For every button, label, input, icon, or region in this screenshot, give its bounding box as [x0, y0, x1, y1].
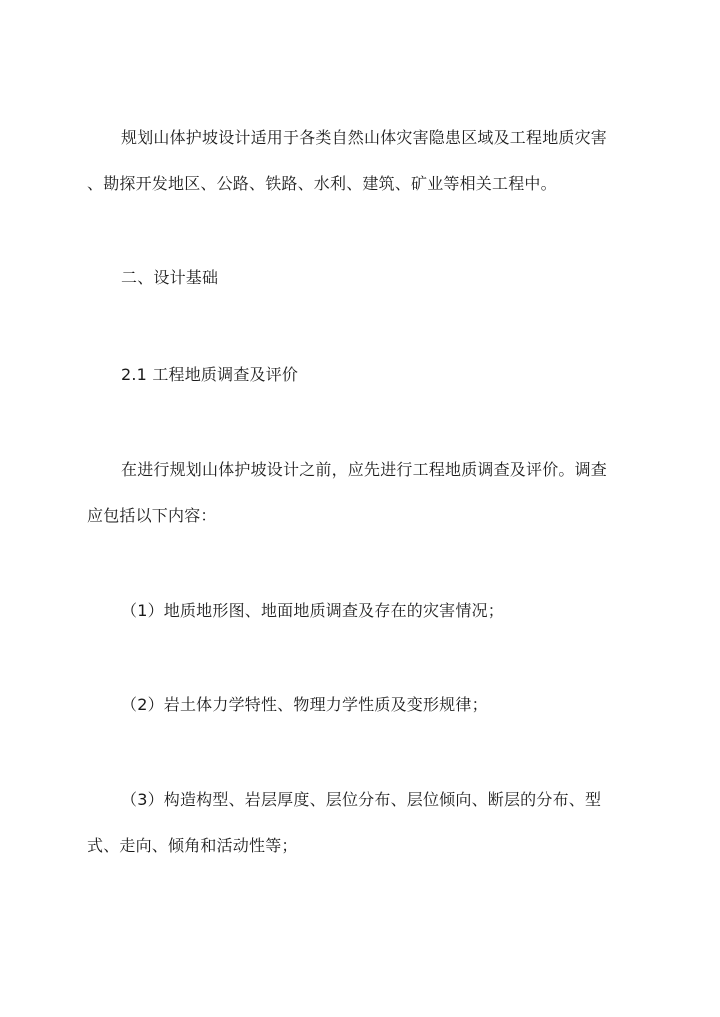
- paragraph-scope-line-2: 、勘探开发地区、公路、铁路、水利、建筑、矿业等相关工程中。: [87, 174, 557, 193]
- list-item-3-line-2: 式、走向、倾角和活动性等；: [87, 836, 298, 855]
- list-item-2: （2）岩土体力学特性、物理力学性质及变形规律；: [121, 695, 488, 714]
- section-heading-design-basis: 二、设计基础: [121, 268, 219, 287]
- paragraph-survey-line-2: 应包括以下内容：: [87, 506, 217, 525]
- paragraph-survey-line-1: 在进行规划山体护坡设计之前，应先进行工程地质调查及评价。调查: [121, 460, 608, 479]
- paragraph-scope-line-1: 规划山体护坡设计适用于各类自然山体灾害隐患区域及工程地质灾害: [121, 128, 608, 147]
- list-item-3-line-1: （3）构造构型、岩层厚度、层位分布、层位倾向、断层的分布、型: [121, 790, 602, 809]
- list-item-1: （1）地质地形图、地面地质调查及存在的灾害情况；: [121, 601, 504, 620]
- subsection-heading-2-1: 2.1 工程地质调查及评价: [121, 365, 299, 384]
